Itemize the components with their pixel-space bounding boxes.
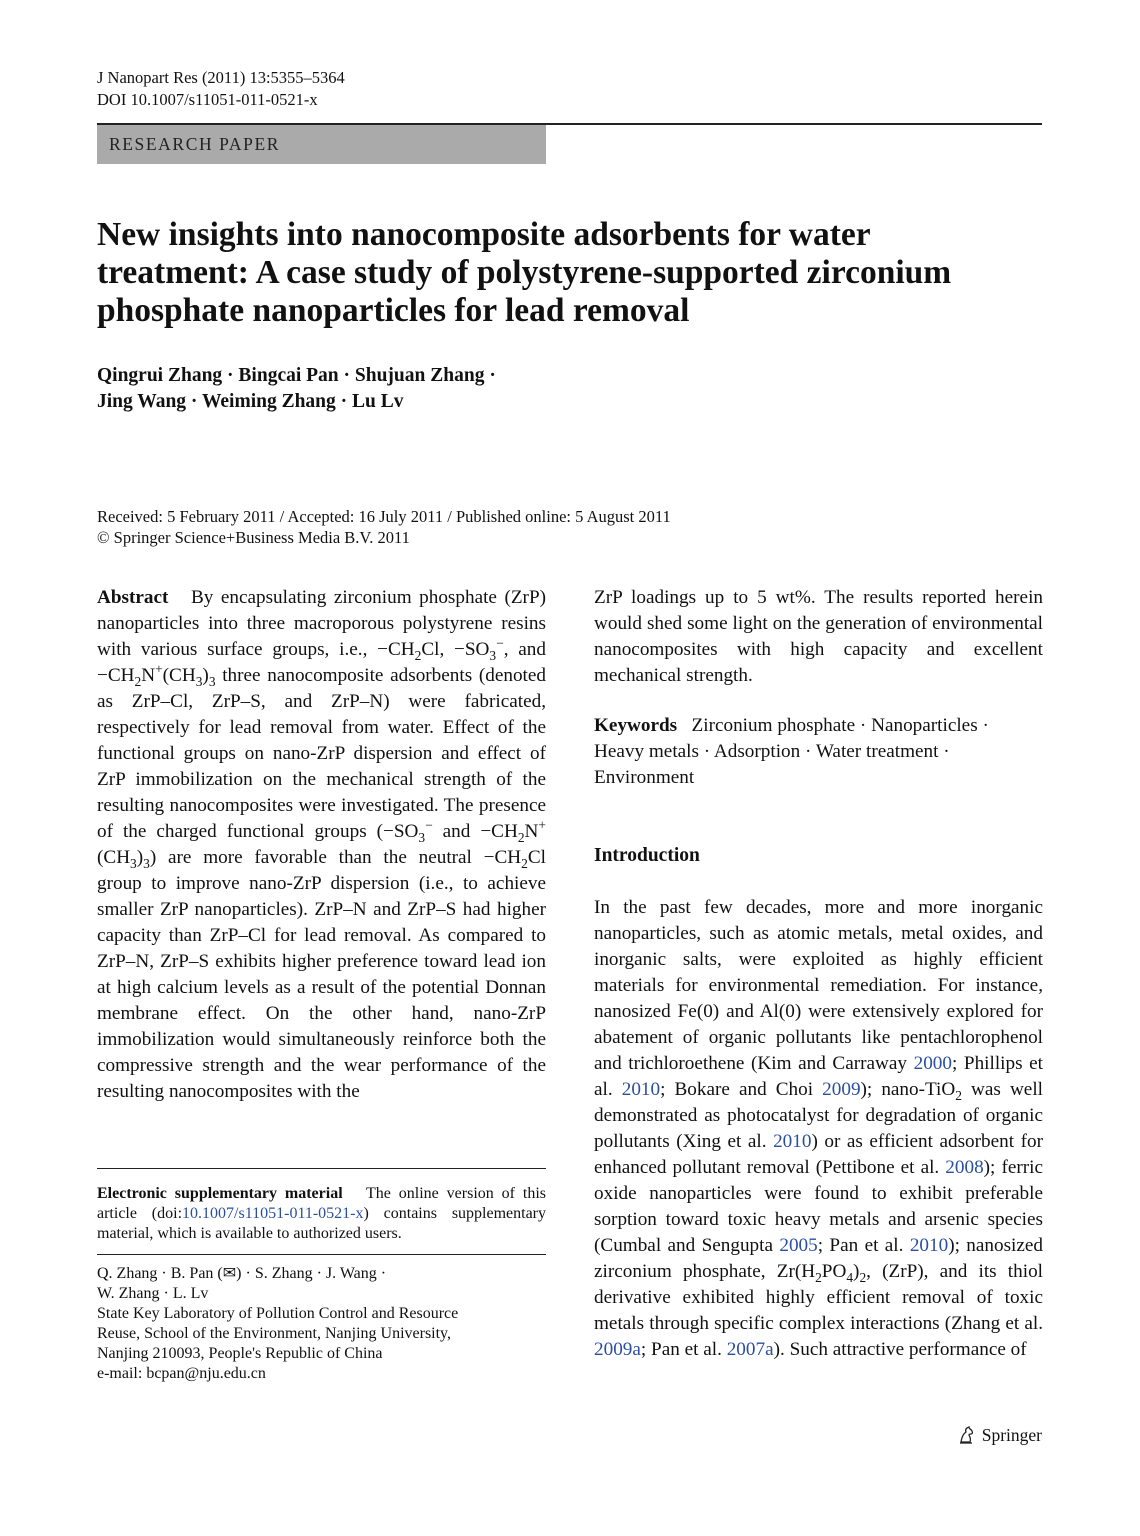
subscript: 2 xyxy=(521,855,528,871)
abstract-text: Cl, −SO xyxy=(421,639,490,660)
subscript: 3 xyxy=(195,673,203,689)
abstract-text: Cl group to improve nano-ZrP dispersion (i.e., to achieve smaller ZrP nanoparticles). ZrP–N and ZrP–S had higher capacity than ZrP–Cl for lead removal. As compared to ZrP–N, ZrP–S exhibits higher preference toward lead ion at high calcium levels as a result of the potential Donnan membrane effect. On the other hand, nano-ZrP immobilization would simultaneously reinforce both the compressive strength and the wear performance of the resulting nanocomposites with the xyxy=(97,847,546,1102)
title-line: New insights into nanocomposite adsorbents for water xyxy=(97,216,871,253)
citation-link[interactable]: 2010 xyxy=(773,1131,812,1152)
subscript: 2 xyxy=(815,1269,822,1285)
copyright-line: © Springer Science+Business Media B.V. 2011 xyxy=(97,528,410,547)
introduction-paragraph xyxy=(594,895,1043,1363)
intro-text: ); ferric oxide nanoparticles were found to exhibit preferable sorption toward toxic heavy metals and arsenic species (Cumbal and Sengupta xyxy=(594,1157,1043,1256)
intro-text: ); nanosized zirconium phosphate, Zr(H xyxy=(594,1235,1043,1282)
article-title xyxy=(97,216,1042,330)
esm-text: ) contains supplementary material, which is available to authorized users. xyxy=(97,1205,547,1242)
intro-text: ) or as efficient adsorbent for enhanced pollutant removal (Pettibone et al. xyxy=(594,1131,1043,1178)
springer-horse-icon xyxy=(957,1425,977,1445)
title-line: phosphate nanoparticles for lead removal xyxy=(97,292,690,329)
citation-link[interactable]: 2000 xyxy=(913,1053,952,1074)
subscript: 2 xyxy=(134,673,142,689)
abstract-text: ) are more favorable than the neutral −CH xyxy=(149,847,522,868)
esm-text: The online version of this article (doi: xyxy=(97,1185,546,1222)
abstract-label: Abstract xyxy=(97,587,169,608)
intro-text: ) xyxy=(853,1261,860,1282)
subscript: 2 xyxy=(517,829,525,845)
author-line: Qingrui Zhang · Bingcai Pan · Shujuan Zhang · xyxy=(97,365,496,386)
subscript: 3 xyxy=(143,855,150,871)
footnote-rule xyxy=(97,1168,546,1169)
author-list xyxy=(97,363,797,415)
keywords-paragraph xyxy=(594,713,1043,791)
abstract-text: (CH xyxy=(162,665,196,686)
superscript: − xyxy=(496,635,504,651)
title-line: treatment: A case study of polystyrene-supported zirconium xyxy=(97,254,952,291)
subscript: 2 xyxy=(414,647,422,663)
intro-text: ); nano-TiO xyxy=(860,1079,956,1100)
abstract-text: By encapsulating zirconium phosphate (ZrP) nanoparticles into three macroporous polystyrene resins with various surface groups, i.e., −CH xyxy=(97,587,546,660)
abstract-text: ) xyxy=(136,847,144,868)
journal-citation: J Nanopart Res (2011) 13:5355–5364 xyxy=(97,68,345,87)
abstract-continued: ZrP loadings up to 5 wt%. The results reported herein would shed some light on the generation of environmental nanocomposites with high capacity and excellent mechanical strength. xyxy=(594,587,1043,686)
citation-link[interactable]: 2009 xyxy=(822,1079,861,1100)
intro-text: PO xyxy=(821,1261,847,1282)
intro-text: ; Pan et al. xyxy=(817,1235,910,1256)
abstract-text: (CH xyxy=(97,847,131,868)
subscript: 2 xyxy=(955,1087,962,1103)
section-tag: RESEARCH PAPER xyxy=(97,125,546,164)
abstract-text: , and −CH xyxy=(97,639,546,686)
citation-link[interactable]: 2005 xyxy=(779,1235,818,1256)
abstract-text: N xyxy=(141,665,156,686)
affiliation-address: State Key Laboratory of Pollution Control and Resource xyxy=(97,1305,459,1322)
right-column xyxy=(594,585,1043,1363)
citation-link[interactable]: 2009a xyxy=(594,1339,641,1360)
affiliation-address: Reuse, School of the Environment, Nanjing University, xyxy=(97,1325,452,1342)
affiliation-email: e-mail: bcpan@nju.edu.cn xyxy=(97,1365,266,1382)
subscript: 2 xyxy=(859,1269,867,1285)
abstract-text: N xyxy=(524,821,539,842)
intro-text: ). Such attractive performance of xyxy=(773,1339,1027,1360)
citation-link[interactable]: 2008 xyxy=(945,1157,984,1178)
subscript: 3 xyxy=(489,647,497,663)
citation-link[interactable]: 2010 xyxy=(909,1235,949,1256)
esm-label: Electronic supplementary material xyxy=(97,1185,343,1202)
subscript: 3 xyxy=(208,673,216,689)
affiliation-address: Nanjing 210093, People's Republic of China xyxy=(97,1345,383,1362)
intro-text: was well demonstrated as photocatalyst for degradation of organic pollutants (Xing et al. xyxy=(594,1079,1043,1152)
intro-text: ; Bokare and Choi xyxy=(660,1079,823,1100)
author-line: Jing Wang · Weiming Zhang · Lu Lv xyxy=(97,391,404,412)
article-doi: DOI 10.1007/s11051-011-0521-x xyxy=(97,90,318,109)
abstract-text: ) xyxy=(202,665,209,686)
intro-text: ; Pan et al. xyxy=(640,1339,727,1360)
superscript: + xyxy=(155,661,163,677)
citation-link[interactable]: 2007a xyxy=(726,1339,774,1360)
affiliation-names: W. Zhang · L. Lv xyxy=(97,1285,209,1302)
subscript: 3 xyxy=(418,829,426,845)
affiliation-footnote xyxy=(97,1264,546,1384)
superscript: − xyxy=(425,817,433,833)
esm-footnote xyxy=(97,1184,546,1244)
publisher-name: Springer xyxy=(981,1425,1042,1445)
superscript: + xyxy=(538,817,546,833)
dates-line: Received: 5 February 2011 / Accepted: 16 July 2011 / Published online: 5 August 2011 xyxy=(97,507,671,526)
subscript: 4 xyxy=(846,1269,854,1285)
publication-dates xyxy=(97,506,1042,548)
abstract-text: and −CH xyxy=(432,821,518,842)
affiliation-names: Q. Zhang · B. Pan (✉) · S. Zhang · J. Wang · xyxy=(97,1265,387,1282)
intro-text: In the past few decades, more and more inorganic nanoparticles, such as atomic metals, metal oxides, and inorganic salts, were exploited as highly efficient materials for environmental remediation. For instance, nanosized Fe(0) and Al(0) were extensively explored for abatement of organic pollutants like pentachlorophenol and trichloroethene (Kim and Carraway xyxy=(594,897,1043,1074)
keywords-text: Zirconium phosphate · Nanoparticles · Heavy metals · Adsorption · Water treatment · Environment xyxy=(594,715,989,788)
keywords-label: Keywords xyxy=(594,715,678,736)
intro-text: , (ZrP), and its thiol derivative exhibited highly efficient removal of toxic metals through specific complex interactions (Zhang et al. xyxy=(594,1261,1043,1334)
esm-doi-link[interactable]: 10.1007/s11051-011-0521-x xyxy=(182,1205,364,1222)
abstract-block xyxy=(97,585,546,1105)
intro-text: ; Phillips et al. xyxy=(594,1053,1044,1100)
footnote-rule xyxy=(97,1254,546,1255)
abstract-text: three nanocomposite adsorbents (denoted as ZrP–Cl, ZrP–S, and ZrP–N) were fabricated, respectively for lead removal from water. Effect of the functional groups on nano-ZrP dispersion and effect of ZrP immobilization on the mechanical strength of the resulting nanocomposites were investigated. The presence of the charged functional groups (−SO xyxy=(97,665,546,842)
introduction-heading: Introduction xyxy=(594,845,700,866)
citation-link[interactable]: 2010 xyxy=(621,1079,661,1100)
subscript: 3 xyxy=(130,855,137,871)
abstract-paragraph xyxy=(97,585,546,1105)
publisher-mark xyxy=(957,1424,1042,1446)
